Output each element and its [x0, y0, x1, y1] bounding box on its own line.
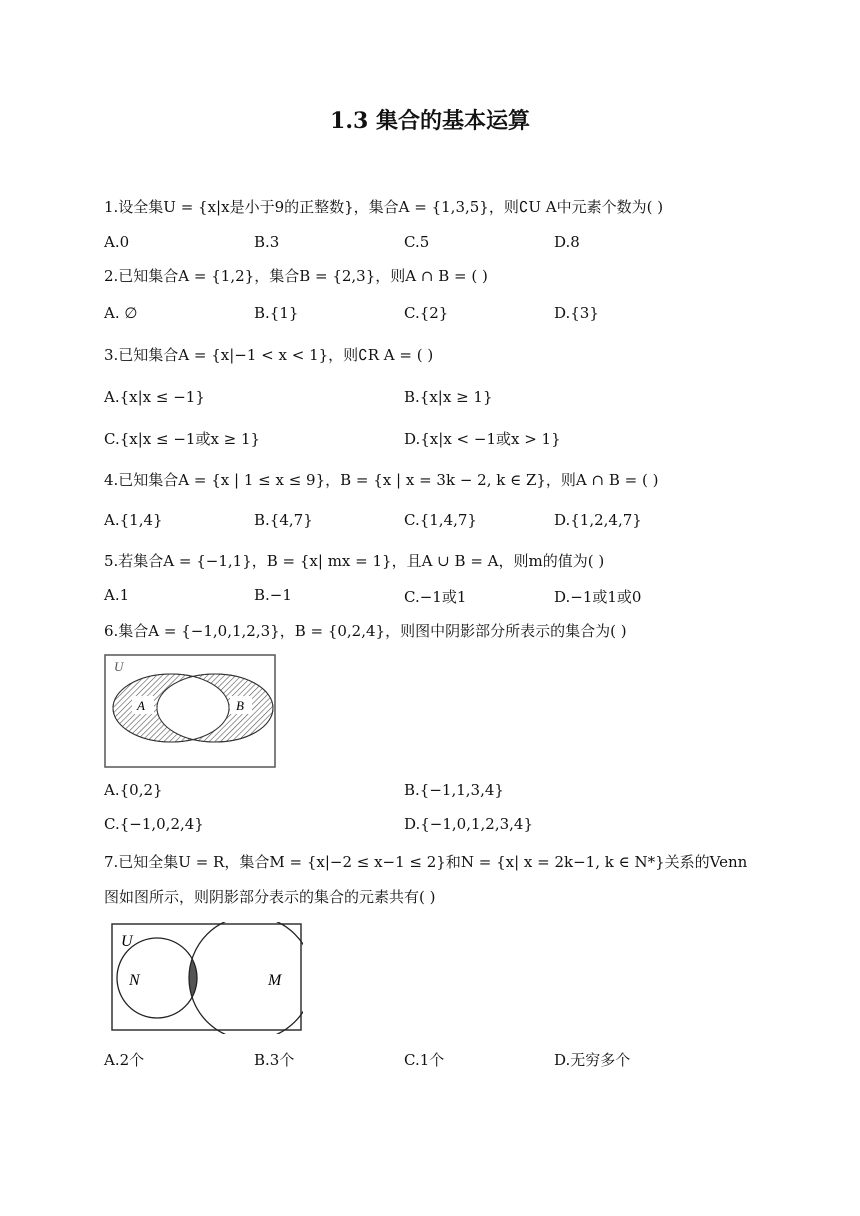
question-6-stem: 6.集合A = {−1,0,1,2,3}，B = {0,2,4}，则图中阴影部分所表示的集合为( ) [104, 622, 627, 640]
question-1-stem: 1.设全集U = {x|x是小于9的正整数}，集合A = {1,3,5}，则∁U A中元素个数为( ) [104, 198, 664, 216]
q3-option-b: B.{x|x ≥ 1} [404, 388, 493, 406]
q5-option-d: D.−1或1或0 [554, 588, 642, 606]
q3-option-a: A.{x|x ≤ −1} [104, 388, 205, 406]
question-7-stem-line2: 图如图所示，则阴影部分表示的集合的元素共有( ) [104, 888, 436, 906]
q2-option-d: D.{3} [554, 304, 599, 322]
venn-label-u: U [121, 933, 133, 950]
q7-option-b: B.3个 [254, 1051, 295, 1069]
q1-option-d: D.8 [554, 233, 580, 251]
q1-option-a: A.0 [104, 233, 130, 251]
q6-option-b: B.{−1,1,3,4} [404, 781, 504, 799]
q3-option-c: C.{x|x ≤ −1或x ≥ 1} [104, 430, 261, 448]
venn-diagram-q6 [104, 654, 276, 768]
q5-option-b: B.−1 [254, 586, 292, 604]
q5-option-c: C.−1或1 [404, 588, 467, 606]
q5-option-a: A.1 [104, 586, 130, 604]
venn-label-b: B [236, 698, 244, 713]
q2-option-c: C.{2} [404, 304, 449, 322]
q7-option-a: A.2个 [104, 1051, 145, 1069]
venn-label-m: M [268, 972, 282, 989]
venn-diagram-q7 [111, 922, 303, 1034]
q6-option-a: A.{0,2} [104, 781, 163, 799]
question-5-stem: 5.若集合A = {−1,1}，B = {x| mx = 1}，且A ∪ B = A，则m的值为( ) [104, 552, 605, 570]
question-2-stem: 2.已知集合A = {1,2}，集合B = {2,3}，则A ∩ B = ( ) [104, 267, 488, 285]
venn-label-n: N [129, 972, 140, 989]
q3-option-d: D.{x|x < −1或x > 1} [404, 430, 561, 448]
q6-option-c: C.{−1,0,2,4} [104, 815, 204, 833]
venn-label-u: U [114, 659, 124, 674]
question-7-stem-line1: 7.已知全集U = R，集合M = {x|−2 ≤ x−1 ≤ 2}和N = {x| x = 2k−1, k ∈ N*}关系的Venn [104, 853, 748, 871]
q1-option-b: B.3 [254, 233, 280, 251]
q7-option-d: D.无穷多个 [554, 1051, 631, 1069]
venn-label-a: A [137, 698, 145, 713]
q4-option-b: B.{4,7} [254, 511, 313, 529]
q2-option-a: A. ∅ [104, 304, 138, 322]
q4-option-a: A.{1,4} [104, 511, 163, 529]
q4-option-c: C.{1,4,7} [404, 511, 477, 529]
q1-option-c: C.5 [404, 233, 430, 251]
q7-option-c: C.1个 [404, 1051, 445, 1069]
page-title: 1.3 集合的基本运算 [330, 108, 530, 134]
question-3-stem: 3.已知集合A = {x|−1 < x < 1}，则∁R A = ( ) [104, 346, 434, 364]
question-4-stem: 4.已知集合A = {x | 1 ≤ x ≤ 9}，B = {x | x = 3k − 2, k ∈ Z}，则A ∩ B = ( ) [104, 471, 659, 489]
q2-option-b: B.{1} [254, 304, 299, 322]
q4-option-d: D.{1,2,4,7} [554, 511, 642, 529]
q6-option-d: D.{−1,0,1,2,3,4} [404, 815, 534, 833]
